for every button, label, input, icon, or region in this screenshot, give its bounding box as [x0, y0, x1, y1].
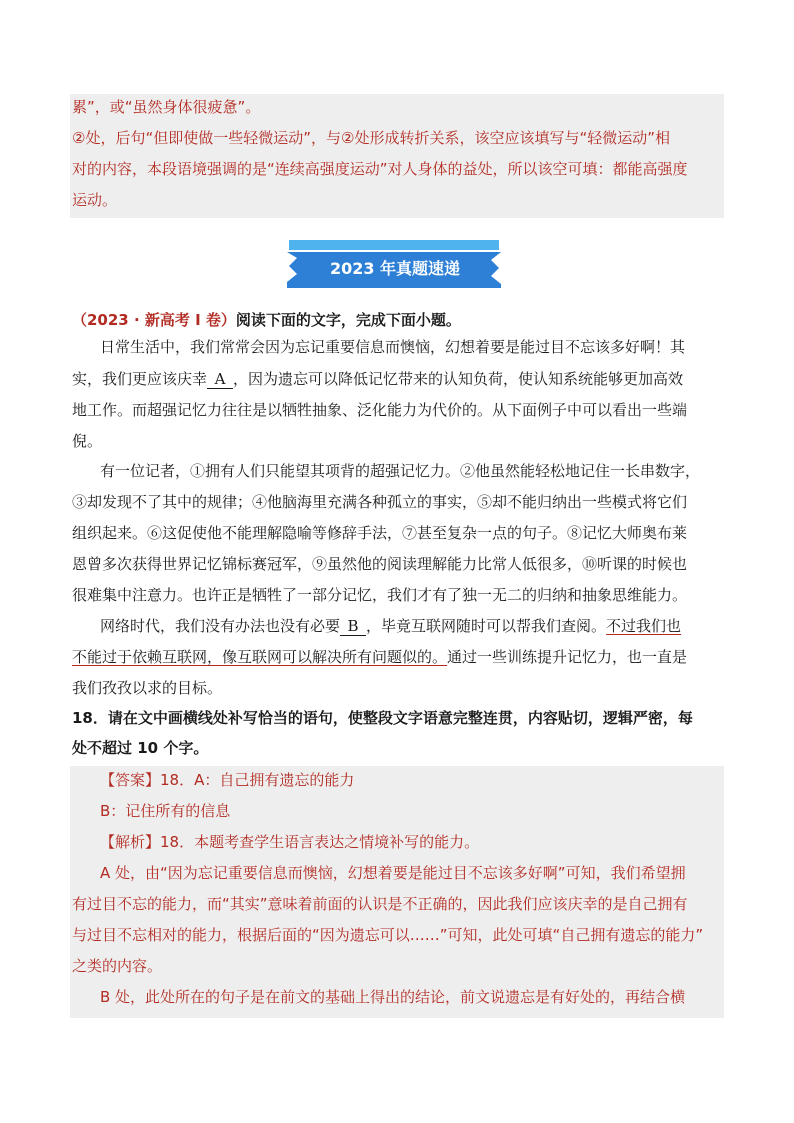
- blank-a: A: [207, 371, 233, 389]
- passage-line: 倪。: [72, 432, 103, 450]
- passage-line: 组织起来。⑥这促使他不能理解隐喻等修辞手法，⑦甚至复杂一点的句子。⑧记忆大师奥布莱: [72, 524, 688, 542]
- analysis-number: 18．: [160, 833, 195, 851]
- analysis-header: [100, 832, 479, 852]
- blank-b: B: [340, 618, 366, 636]
- analysis-line: 有过目不忘的能力，而“其实”意味着前面的认识是不正确的，因此我们应该庆幸的是自己拥有: [72, 895, 688, 913]
- question-source: （2023 · 新高考 I 卷）: [72, 311, 236, 329]
- answer-b: B：记住所有的信息: [100, 802, 231, 820]
- passage-line: [72, 369, 683, 389]
- answer-line: 对的内容，本段语境强调的是“连续高强度运动”对人身体的益处，所以该空可填：都能高强度: [72, 160, 688, 178]
- answer-tag: 【答案】: [100, 771, 161, 789]
- answer-line: 累”，或“虽然身体很疲惫”。: [72, 98, 261, 116]
- passage-line: ③却发现不了其中的规律；④他脑海里充满各种孤立的事实，⑤却不能归纳出一些模式将它们: [72, 493, 688, 511]
- analysis-line: A 处，由“因为忘记重要信息而懊恼，幻想着要是能过目不忘该多好啊”可知，我们希望拥: [100, 864, 686, 882]
- question-prompt: 阅读下面的文字，完成下面小题。: [235, 311, 461, 329]
- passage-line: [72, 647, 687, 667]
- passage-text: ，毕竟互联网随时可以帮我们查阅。: [366, 617, 607, 635]
- question-header: [72, 310, 461, 330]
- answer-a: A：自己拥有遗忘的能力: [194, 771, 355, 789]
- passage-line: 恩曾多次获得世界记忆锦标赛冠军，⑨虽然他的阅读理解能力比常人低很多，⑩听课的时候也: [72, 555, 688, 573]
- analysis-tag: 【解析】: [100, 833, 161, 851]
- question-18-line: 处不超过 10 个字。: [72, 739, 209, 757]
- banner-title: 2023 年真题速递: [329, 259, 461, 278]
- passage-line: 很难集中注意力。也许正是牺牲了一部分记忆，我们才有了独一无二的归纳和抽象思维能力。: [72, 586, 688, 604]
- underlined-sentence: 不能过于依赖互联网，像互联网可以解决所有问题似的。: [72, 648, 448, 666]
- passage-text: 通过一些训练提升记忆力，也一直是: [447, 648, 688, 666]
- answer-line: [100, 770, 354, 790]
- passage-line: [100, 616, 681, 636]
- answer-number: 18．: [160, 771, 195, 789]
- section-banner: [285, 238, 505, 290]
- passage-line: 有一位记者，①拥有人们只能望其项背的超强记忆力。②他虽然能轻松地记住一长串数字，: [100, 462, 701, 480]
- question-18-line: 18．请在文中画横线处补写恰当的语句，使整段文字语意完整连贯，内容贴切，逻辑严密，每: [72, 709, 693, 727]
- passage-line: 我们孜孜以求的目标。: [72, 679, 223, 697]
- answer-line: ②处，后句“但即使做一些轻微运动”，与②处形成转折关系，该空应该填写与“轻微运动”相: [72, 129, 670, 147]
- analysis-line: 与过目不忘相对的能力，根据后面的“因为遗忘可以……”可知，此处可填“自己拥有遗忘的能力”: [72, 926, 704, 944]
- passage-line: 地工作。而超强记忆力往往是以牺牲抽象、泛化能力为代价的。从下面例子中可以看出一些端: [72, 401, 688, 419]
- analysis-line: B 处，此处所在的句子是在前文的基础上得出的结论，前文说遗忘是有好处的，再结合横: [100, 988, 686, 1006]
- underlined-sentence: 不过我们也: [606, 617, 682, 635]
- passage-text: ，因为遗忘可以降低记忆带来的认知负荷，使认知系统能够更加高效: [233, 370, 684, 388]
- analysis-line: 之类的内容。: [72, 957, 163, 975]
- analysis-intro: 本题考查学生语言表达之情境补写的能力。: [194, 833, 480, 851]
- passage-text: 实，我们更应该庆幸: [72, 370, 208, 388]
- passage-line: 日常生活中，我们常常会因为忘记重要信息而懊恼，幻想着要是能过目不忘该多好啊！其: [100, 338, 686, 356]
- answer-line: 运动。: [72, 191, 118, 209]
- passage-text: 网络时代，我们没有办法也没有必要: [100, 617, 341, 635]
